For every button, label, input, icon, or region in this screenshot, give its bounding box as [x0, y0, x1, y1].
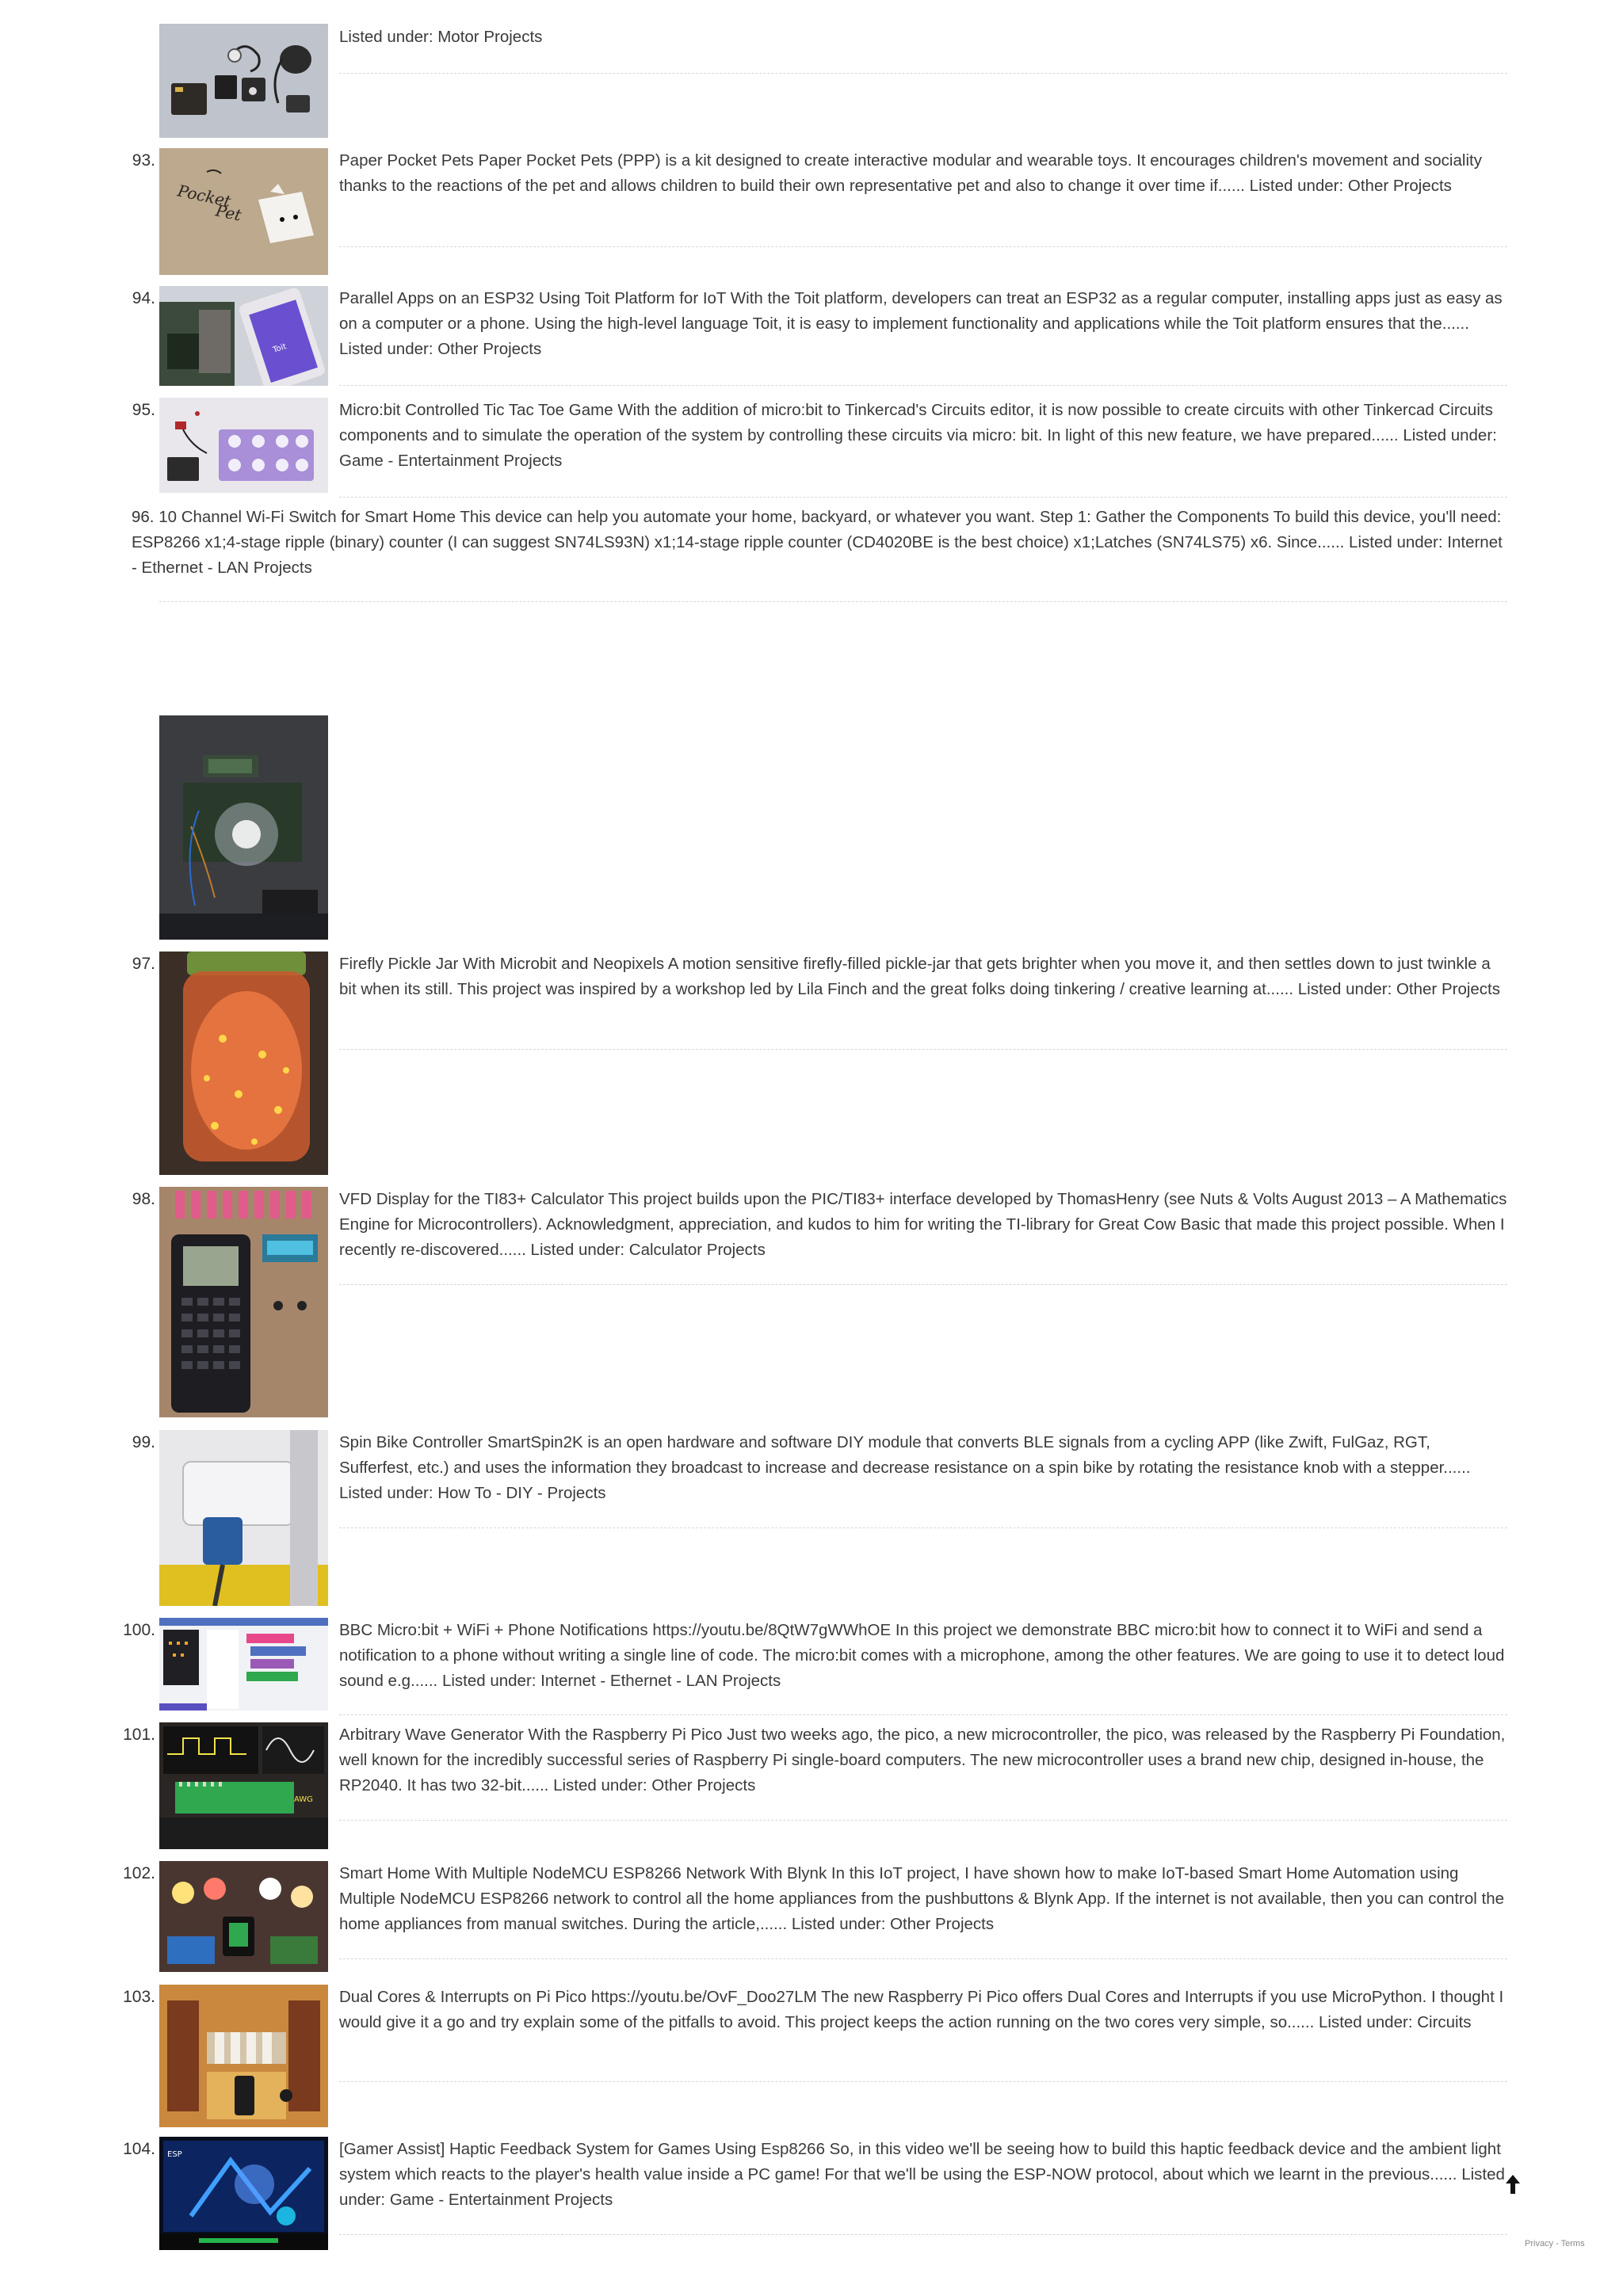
category-prefix: Listed under:	[339, 340, 438, 358]
project-title-link[interactable]: Smart Home With Multiple NodeMCU ESP8266 Network With Blynk	[339, 1864, 827, 1882]
category-prefix: Listed under:	[553, 1776, 652, 1794]
category-link[interactable]: Game - Entertainment Projects	[339, 452, 563, 470]
item-number: 98.	[132, 1190, 155, 1208]
category-link[interactable]: Other Projects	[1396, 980, 1501, 998]
project-thumbnail[interactable]	[159, 1618, 328, 1711]
item-number: 100.	[123, 1621, 155, 1639]
esp32-phone-image	[159, 286, 328, 386]
project-description: https://youtu.be/8QtW7gWWhOE In this project we demonstrate BBC micro:bit how to connect it to WiFi and send a notification to a phone without writing a single line of code. The micro:bit comes with a microphone, among the other features. We are going to use it to detect loud sound e.g......	[339, 1621, 1505, 1690]
category-link[interactable]: Internet - Ethernet - LAN Projects	[540, 1672, 781, 1690]
divider	[339, 1527, 1507, 1528]
project-title-link[interactable]: [Gamer Assist] Haptic Feedback System for Games Using Esp8266	[339, 2140, 825, 2158]
svg-text:Toit: Toit	[271, 342, 288, 355]
category-link[interactable]: Other Projects	[437, 340, 542, 358]
firefly-jar-image	[159, 952, 328, 1175]
item-number: 104.	[123, 2140, 155, 2158]
item-number: 95.	[132, 401, 155, 419]
project-title-link[interactable]: Parallel Apps on an ESP32 Using Toit Platform for IoT	[339, 289, 727, 307]
project-thumbnail[interactable]	[159, 1430, 328, 1606]
divider	[159, 601, 1507, 602]
ti83-calculator-image	[159, 1187, 328, 1417]
project-title-link[interactable]: Arbitrary Wave Generator With the Raspberry Pi Pico	[339, 1726, 723, 1744]
project-title-link[interactable]: Dual Cores & Interrupts on Pi Pico	[339, 1988, 587, 2006]
project-title-link[interactable]: 10 Channel Wi-Fi Switch for Smart Home	[158, 508, 456, 526]
project-thumbnail[interactable]	[159, 2137, 328, 2250]
project-description: A motion sensitive firefly-filled pickle-jar that gets brighter when you move it, and then settles down to just twinkle a bit when its still. This project was inspired by a workshop led by Lila Finch and the great folks doing tinkering / creative learning at......	[339, 955, 1491, 998]
category-prefix: Listed under:	[339, 2165, 1505, 2209]
tic-tac-toe-image	[159, 398, 328, 493]
category-link[interactable]: Circuits	[1417, 2013, 1472, 2031]
project-description: SmartSpin2K is an open hardware and software DIY module that converts BLE signals from a cycling APP (like Zwift, FulGaz, RGT, Sufferfest, etc.) and uses the information they broadcast to increase and decrease resistance on a spin bike by rotating the resistance knob with a stepper......	[339, 1433, 1471, 1477]
project-description: So, in this video we'll be seeing how to build this haptic feedback device and the ambient light system which reacts to the player's health value inside a PC game! For that we'll be using the ESP-NOW protocol, about which we learnt in the previous......	[339, 2140, 1501, 2183]
category-prefix: Listed under:	[441, 1672, 541, 1690]
project-thumbnail[interactable]	[159, 1187, 328, 1417]
divider	[339, 1958, 1507, 1959]
microbit-motor-kit-image	[159, 24, 328, 138]
project-thumbnail[interactable]	[159, 1985, 328, 2127]
project-thumbnail[interactable]	[159, 286, 328, 386]
pico-wave-image	[159, 1722, 328, 1849]
divider	[339, 1714, 1507, 1715]
category-prefix: Listed under:	[339, 28, 438, 46]
category-link[interactable]: Motor Projects	[437, 28, 543, 46]
divider	[339, 2081, 1507, 2082]
category-link[interactable]: How To - DIY - Projects	[437, 1484, 606, 1502]
item-number: 102.	[123, 1864, 155, 1882]
category-prefix: Listed under:	[339, 1484, 438, 1502]
project-title-link[interactable]: Spin Bike Controller	[339, 1433, 483, 1451]
project-title-link[interactable]: Paper Pocket Pets	[339, 151, 474, 170]
category-prefix: Listed under:	[530, 1241, 629, 1259]
item-number: 99.	[132, 1433, 155, 1451]
project-description: Paper Pocket Pets (PPP) is a kit designed to create interactive modular and wearable toys. It encourages children's movement and sociality thanks to the reactions of the pet and allows children to build their own representative pet and also to change it over time if......	[339, 151, 1482, 195]
project-description: In this IoT project, I have shown how to make IoT-based Smart Home Automation using Multiple NodeMCU ESP8266 network to control all the home appliances from the pushbuttons & Blynk App. If the internet is not available, then you can control the home appliances from manual switches. During the article,......	[339, 1864, 1505, 1933]
project-title-link[interactable]: BBC Micro:bit + WiFi + Phone Notifications	[339, 1621, 648, 1639]
project-description: This project builds upon the PIC/TI83+ interface developed by ThomasHenry (see Nuts & Volts August 2013 – A Mathematics Engine for Microcontrollers). Acknowledgment, appreciation, and kudos to him for writing the TI-library for Great Cow Basic that made this project possible. When I recently re-discovered......	[339, 1190, 1507, 1259]
led-circuit-dark-image	[159, 715, 328, 940]
project-thumbnail[interactable]	[159, 398, 328, 493]
project-thumbnail[interactable]	[159, 1722, 328, 1849]
project-description: This device can help you automate your home, backyard, or whatever you want. Step 1: Gather the Components To build this device, you'll need: ESP8266 x1;4-stage ripple (binary) counter (I can suggest SN74LS93N) x1;14-stage ripple counter (CD4020BE is the best choice) x1;Latches (SN74LS75) x6. Since......	[132, 508, 1502, 551]
smart-home-bulbs-image	[159, 1861, 328, 1972]
category-prefix: Listed under:	[1297, 980, 1396, 998]
project-description: With the Toit platform, developers can treat an ESP32 as a regular computer, installing apps just as easy as on a computer or a phone. Using the high-level language Toit, it is easy to implement functionality and applications while the Toit platform ensures that the......	[339, 289, 1503, 333]
divider	[339, 1049, 1507, 1050]
project-description: Just two weeks ago, the pico, a new microcontroller, the pico, was released by the Raspberry Pi Foundation, well known for the incredibly successful series of Raspberry Pi single-board computers. The new microcontroller uses a brand new chip, designed in-house, the RP2040. It has two 32-bit......	[339, 1726, 1506, 1794]
project-description: https://youtu.be/OvF_Doo27LM The new Raspberry Pi Pico offers Dual Cores and Interrupts if you use MicroPython. I thought I would give it a go and try explain some of the pitfalls to avoid. This project keeps the action running on the two cores very simple, so......	[339, 1988, 1504, 2031]
svg-text:ESP: ESP	[167, 2150, 182, 2159]
project-thumbnail[interactable]	[159, 148, 328, 275]
divider	[339, 385, 1507, 386]
item-number: 94.	[132, 289, 155, 307]
category-prefix: Listed under:	[1403, 426, 1497, 444]
category-prefix: Listed under:	[791, 1915, 891, 1933]
divider	[339, 1284, 1507, 1285]
category-link[interactable]: Game - Entertainment Projects	[389, 2191, 613, 2209]
category-link[interactable]: Other Projects	[1347, 177, 1452, 195]
category-prefix: Listed under:	[1318, 2013, 1418, 2031]
recaptcha-privacy-terms[interactable]: Privacy - Terms	[1525, 2239, 1585, 2248]
category-link[interactable]: Other Projects	[890, 1915, 995, 1933]
arrow-up-icon[interactable]	[1504, 2173, 1522, 2195]
divider	[339, 73, 1507, 74]
svg-text:AWG: AWG	[294, 1795, 313, 1804]
divider	[339, 497, 1507, 498]
svg-text:Pocket: Pocket	[175, 181, 233, 212]
gamer-monitor-image	[159, 2137, 328, 2250]
item-number: 96.	[132, 508, 155, 526]
standalone-project-image[interactable]	[159, 715, 328, 940]
svg-text:Pet: Pet	[213, 200, 243, 225]
category-prefix: Listed under:	[1249, 177, 1348, 195]
category-link[interactable]: Calculator Projects	[628, 1241, 766, 1259]
category-link[interactable]: Other Projects	[651, 1776, 756, 1794]
project-thumbnail[interactable]	[159, 24, 328, 138]
project-title-link[interactable]: VFD Display for the TI83+ Calculator	[339, 1190, 605, 1208]
microbit-editor-image	[159, 1618, 328, 1711]
project-thumbnail[interactable]	[159, 1861, 328, 1972]
item-number: 101.	[123, 1726, 155, 1744]
item-number: 97.	[132, 955, 155, 973]
divider	[339, 246, 1507, 247]
divider	[339, 1820, 1507, 1821]
category-prefix: Listed under:	[1349, 533, 1448, 551]
paper-pocket-pet-image	[159, 148, 328, 275]
divider	[339, 2234, 1507, 2235]
project-title-link[interactable]: Firefly Pickle Jar With Microbit and Neopixels	[339, 955, 665, 973]
project-title-link[interactable]: Micro:bit Controlled Tic Tac Toe Game	[339, 401, 613, 419]
category-link[interactable]: Internet - Ethernet - LAN Projects	[132, 533, 1503, 577]
pico-breadboard-image	[159, 1985, 328, 2127]
project-description: With the addition of micro:bit to Tinkercad's Circuits editor, it is now possible to create circuits with other Tinkercad Circuits components and to simulate the operation of the system by controlling these circuits via micro: bit. In light of this new feature, we have prepared......	[339, 401, 1493, 444]
spin-bike-image	[159, 1430, 328, 1606]
item-number: 103.	[123, 1988, 155, 2006]
project-thumbnail[interactable]	[159, 952, 328, 1175]
item-number: 93.	[132, 151, 155, 170]
